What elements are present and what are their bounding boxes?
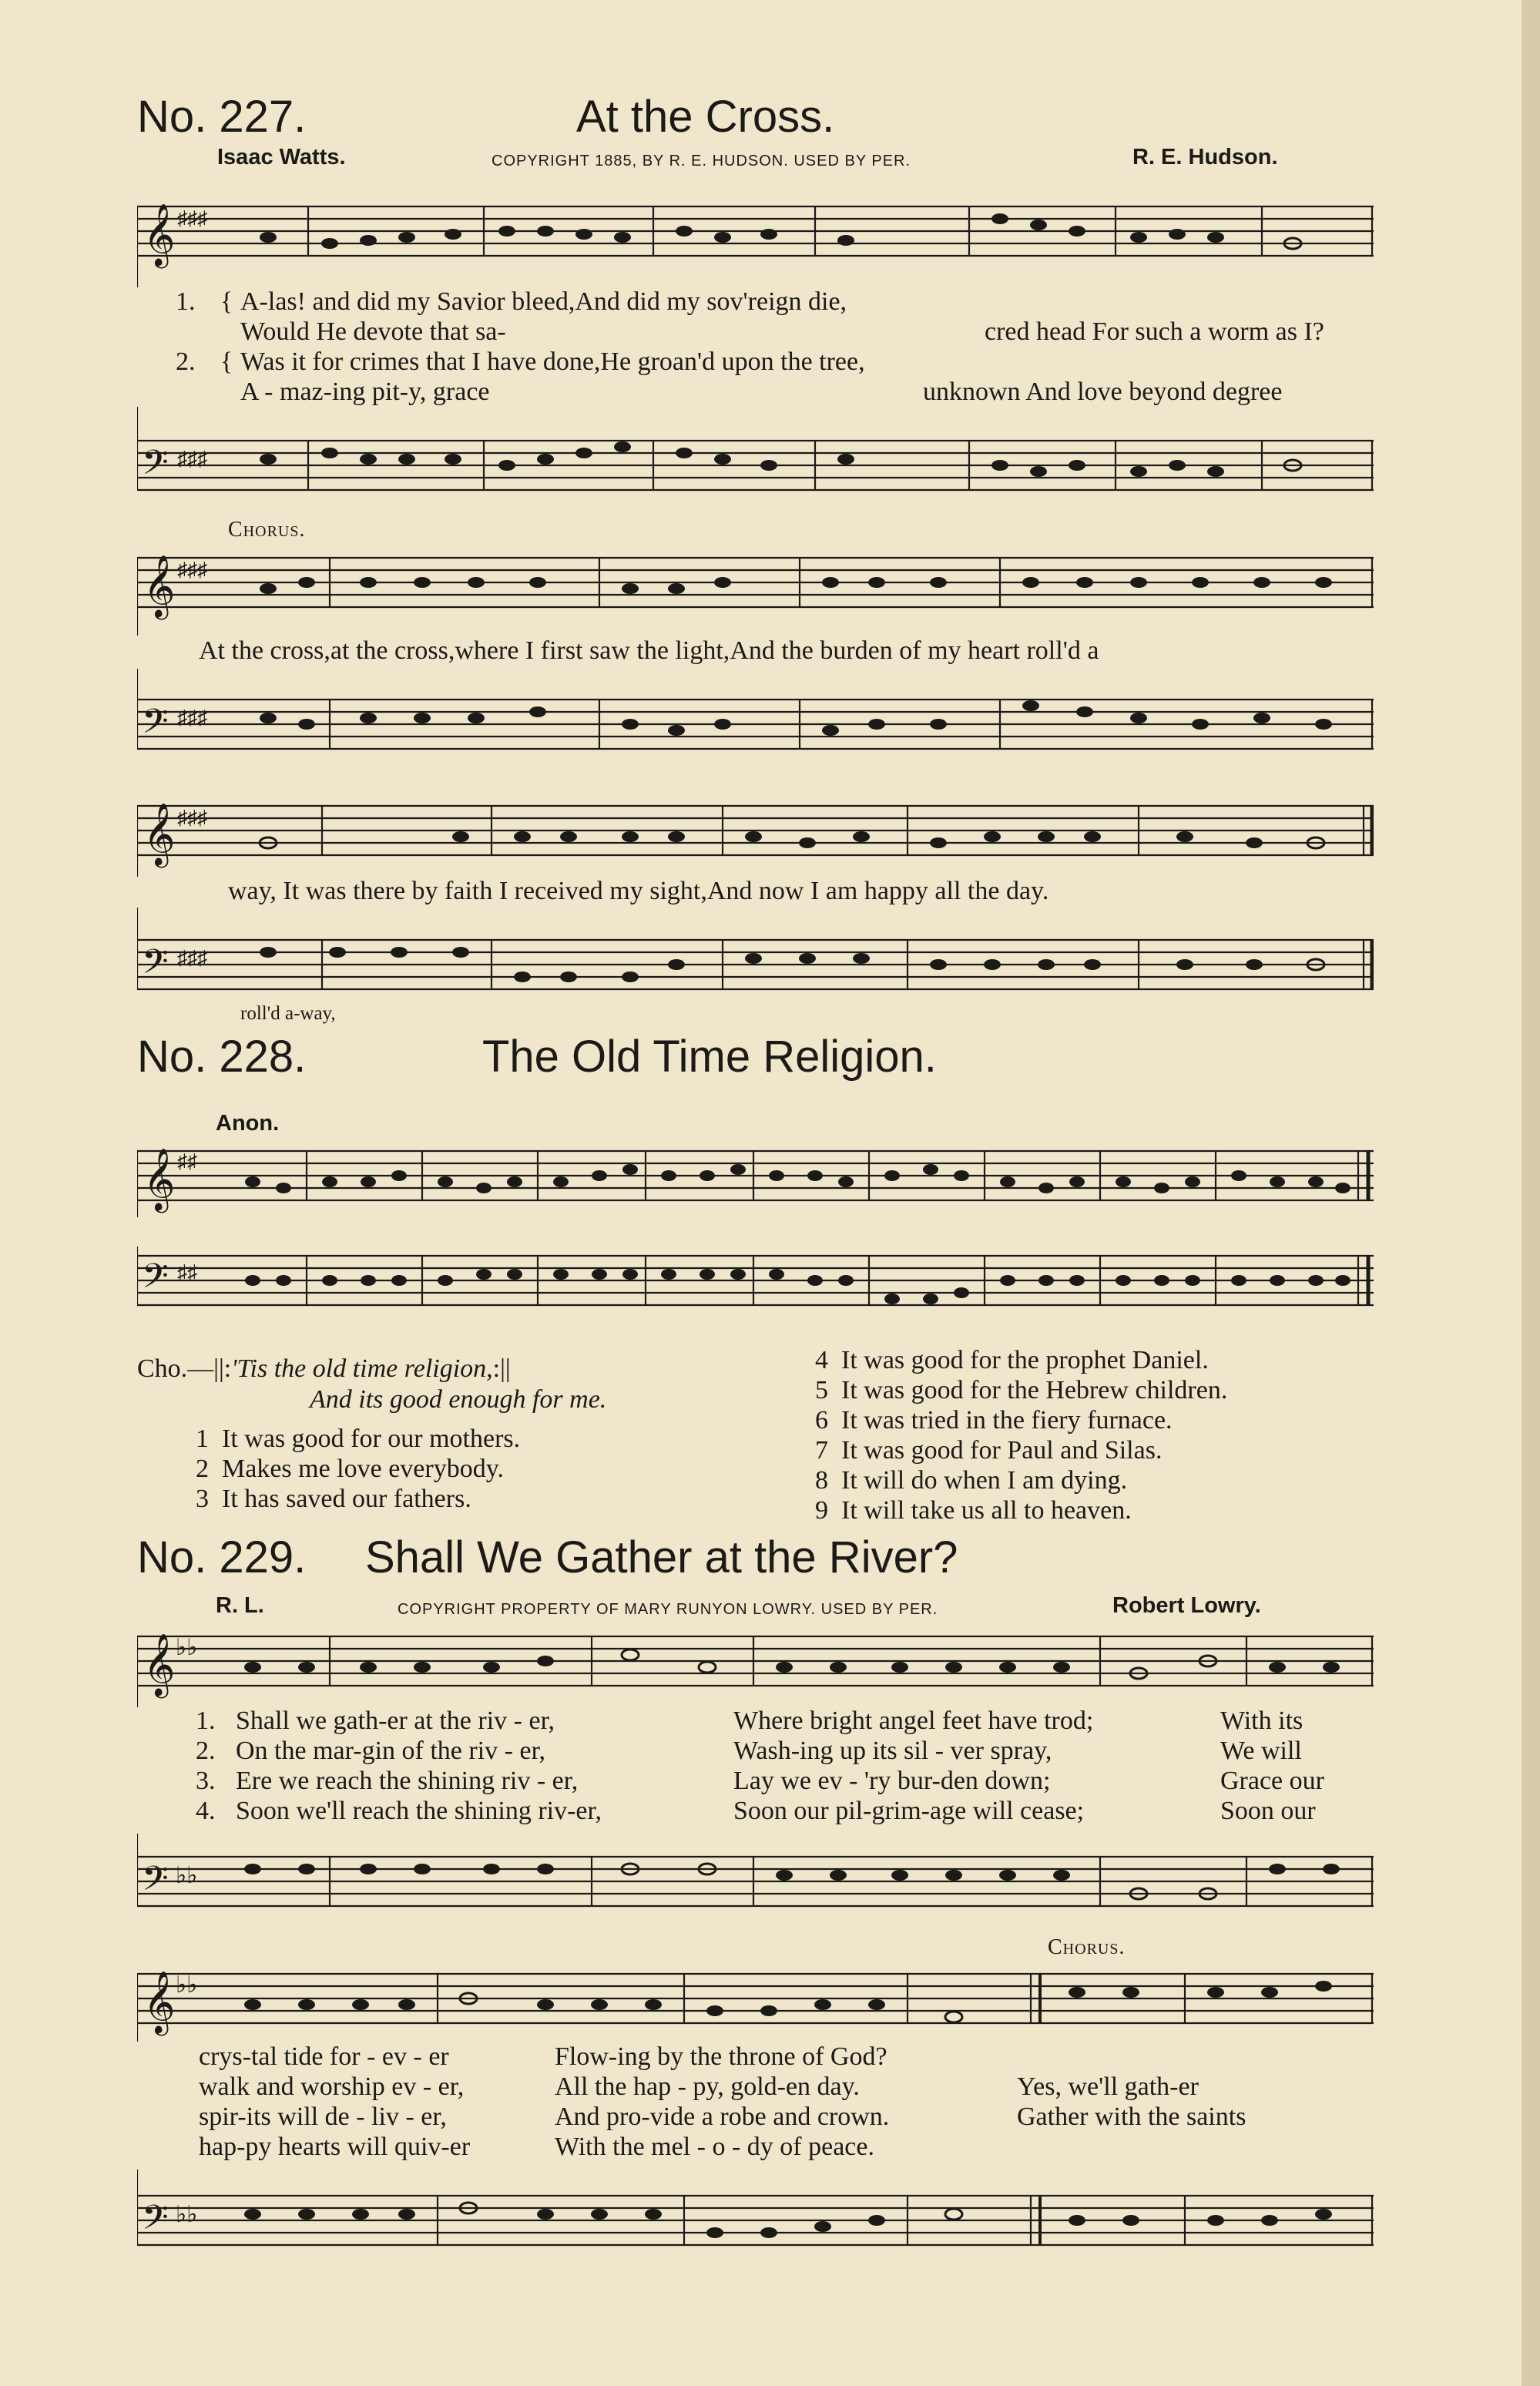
bass-staff [137, 669, 1374, 765]
verse-block [199, 2042, 1370, 2162]
verse-line: It has saved our fathers. [222, 1485, 471, 1513]
verse-line: It will take us all to heaven. [841, 1496, 1132, 1525]
verse-line: Lay we ev - 'ry bur-den down; [733, 1767, 1051, 1795]
svg-text:♭♭: ♭♭ [176, 1635, 198, 1660]
svg-text:𝄞: 𝄞 [143, 557, 176, 616]
verse-line: Gather with the saints [1017, 2102, 1246, 2131]
staff-lines [137, 176, 1374, 287]
hymn-number: No. 229. [137, 1532, 307, 1582]
verse-line: A-las! and did my Savior bleed,And did my sov'reign die, [240, 287, 847, 316]
svg-text:𝄢: 𝄢 [142, 943, 169, 989]
verse-block [196, 1706, 1367, 1826]
svg-text:𝄞: 𝄞 [143, 1973, 176, 2032]
verse-number: 2. [176, 347, 196, 376]
verse-number: 1. [196, 1706, 216, 1735]
verses-right [815, 1345, 1227, 1525]
verse-line: Soon our pil-grim-age will cease; [733, 1797, 1085, 1825]
verse-number: 5 [815, 1376, 828, 1404]
verse-line: Shall we gath-er at the riv - er, [236, 1706, 555, 1735]
chorus-line: way, It was there by faith I received my sight,And now I am happy all the day. [228, 877, 1049, 905]
svg-text:𝄢: 𝄢 [142, 2199, 169, 2245]
verse-line: Soon our [1220, 1797, 1316, 1825]
verse-number: 1. [176, 287, 196, 316]
verse-block: 1. { A-las! and did my Savior bleed,And did my sov'reign die, Would He devote that sa- cred head For such a worm as I? 2. { Was it for crimes that I have done,He groan'd upon the tree, A - maz-ing pit-y, grace unknown And love beyond degree [176, 287, 1324, 406]
chorus-label: Chorus. [228, 518, 306, 542]
verse-line: Would He devote that sa- [240, 317, 506, 346]
verse-line: A - maz-ing pit-y, grace [240, 378, 490, 406]
verse-line: spir-its will de - liv - er, [199, 2102, 447, 2131]
chorus-label: Chorus. [1048, 1935, 1126, 1959]
hymn-title: The Old Time Religion. [482, 1032, 937, 1082]
verse-number: 3 [196, 1485, 209, 1513]
verse-line: With the mel - o - dy of peace. [555, 2133, 874, 2161]
verse-line: hap-py hearts will quiv-er [199, 2133, 471, 2161]
verse-number: 3. [196, 1767, 216, 1795]
svg-text:𝄞: 𝄞 [143, 1150, 176, 1210]
verse-line: It was good for Paul and Silas. [841, 1436, 1163, 1465]
svg-text:♭♭: ♭♭ [176, 1972, 198, 1998]
verse-line: Makes me love everybody. [222, 1455, 505, 1483]
verse-line: With its [1220, 1706, 1303, 1735]
svg-text:♯♯♯: ♯♯♯ [177, 706, 207, 729]
chorus-prefix: Cho.—||: [137, 1354, 232, 1383]
repeat-sign: :|| [492, 1354, 511, 1383]
verse-line: unknown And love beyond degree [923, 378, 1283, 406]
copyright: COPYRIGHT 1885, BY R. E. HUDSON. USED BY PER. [492, 153, 911, 169]
verse-line: It was good for the prophet Daniel. [841, 1346, 1209, 1374]
verse-number: 4. [196, 1797, 216, 1825]
svg-text:♯♯♯: ♯♯♯ [177, 947, 207, 969]
hymn-title: At the Cross. [576, 92, 835, 142]
verse-number: 7 [815, 1436, 828, 1465]
verse-line: It will do when I am dying. [841, 1466, 1128, 1495]
bass-lyric: roll'd a-way, [240, 1003, 336, 1024]
bass-staff [137, 407, 1374, 507]
verse-line: And pro-vide a robe and crown. [555, 2102, 890, 2131]
svg-text:𝄢: 𝄢 [142, 1860, 169, 1906]
treble-staff [137, 176, 1374, 287]
svg-text:𝄞: 𝄞 [143, 805, 176, 864]
bass-staff [137, 1247, 1374, 1327]
chorus-line: At the cross,at the cross,where I first saw the light,And the burden of my heart roll'd a [199, 636, 1099, 665]
verse-number: 9 [815, 1496, 828, 1525]
verse-line: All the hap - py, gold-en day. [555, 2072, 860, 2101]
verses-left [196, 1424, 520, 1514]
hymn-number: No. 228. [137, 1032, 307, 1082]
verse-line: Was it for crimes that I have done,He groan'd upon the tree, [240, 347, 865, 376]
svg-text:𝄢: 𝄢 [142, 1257, 169, 1304]
author: Anon. [216, 1111, 280, 1136]
svg-text:𝄢: 𝄢 [142, 444, 169, 490]
bass-staff [137, 2170, 1374, 2266]
verse-line: Soon we'll reach the shining riv-er, [236, 1797, 602, 1825]
verse-number: 8 [815, 1466, 828, 1495]
verse-line: Where bright angel feet have trod; [733, 1706, 1094, 1735]
composer: R. E. Hudson. [1132, 145, 1278, 169]
hymn-title: Shall We Gather at the River? [365, 1532, 958, 1582]
author: R. L. [216, 1593, 264, 1618]
verse-line: Ere we reach the shining riv - er, [236, 1767, 579, 1795]
chorus-line: And its good enough for me. [310, 1385, 607, 1414]
svg-text:♯♯♯: ♯♯♯ [177, 207, 207, 230]
verse-line: crys-tal tide for - ev - er [199, 2042, 449, 2071]
svg-text:𝄞: 𝄞 [143, 1636, 176, 1695]
verse-line: It was tried in the fiery furnace. [841, 1406, 1173, 1435]
verse-line: cred head For such a worm as I? [985, 317, 1324, 346]
bass-staff [137, 908, 1374, 1008]
svg-text:𝄢: 𝄢 [142, 703, 169, 749]
treble-staff [137, 1957, 1374, 2042]
copyright: COPYRIGHT PROPERTY OF MARY RUNYON LOWRY. USED BY PER. [398, 1601, 938, 1618]
svg-text:𝄞: 𝄞 [143, 206, 176, 265]
page-edge [1522, 0, 1540, 2386]
verse-line: Yes, we'll gath-er [1017, 2072, 1199, 2101]
bass-staff [137, 1834, 1374, 1926]
verse-line: It was good for our mothers. [222, 1425, 521, 1453]
svg-text:♯♯♯: ♯♯♯ [177, 807, 207, 829]
verse-line: On the mar-gin of the riv - er, [236, 1737, 546, 1765]
treble-staff [137, 539, 1374, 636]
verse-line: walk and worship ev - er, [199, 2072, 465, 2101]
treble-staff [137, 1133, 1374, 1217]
svg-text:♯♯: ♯♯ [177, 1150, 197, 1173]
verse-number: 4 [815, 1346, 828, 1374]
verse-number: 1 [196, 1425, 209, 1453]
verse-line: Grace our [1220, 1767, 1324, 1795]
hymn-number: No. 227. [137, 92, 307, 142]
svg-text:♭♭: ♭♭ [176, 1863, 198, 1888]
verse-line: Flow-ing by the throne of God? [555, 2042, 887, 2071]
svg-text:♭♭: ♭♭ [176, 2202, 198, 2227]
verse-line: We will [1220, 1737, 1302, 1765]
author: Isaac Watts. [217, 145, 346, 169]
verse-number: 2 [196, 1455, 209, 1483]
verse-number: 2. [196, 1737, 216, 1765]
treble-staff [137, 778, 1374, 877]
treble-staff [137, 1623, 1374, 1707]
composer: Robert Lowry. [1112, 1593, 1261, 1618]
svg-text:♯♯: ♯♯ [177, 1261, 197, 1284]
chorus-line: 'Tis the old time religion, [231, 1354, 493, 1383]
verse-line: It was good for the Hebrew children. [841, 1376, 1228, 1404]
svg-text:♯♯♯: ♯♯♯ [177, 559, 207, 581]
verse-number: 6 [815, 1406, 828, 1435]
svg-text:♯♯♯: ♯♯♯ [177, 448, 207, 470]
verse-line: Wash-ing up its sil - ver spray, [733, 1737, 1052, 1765]
